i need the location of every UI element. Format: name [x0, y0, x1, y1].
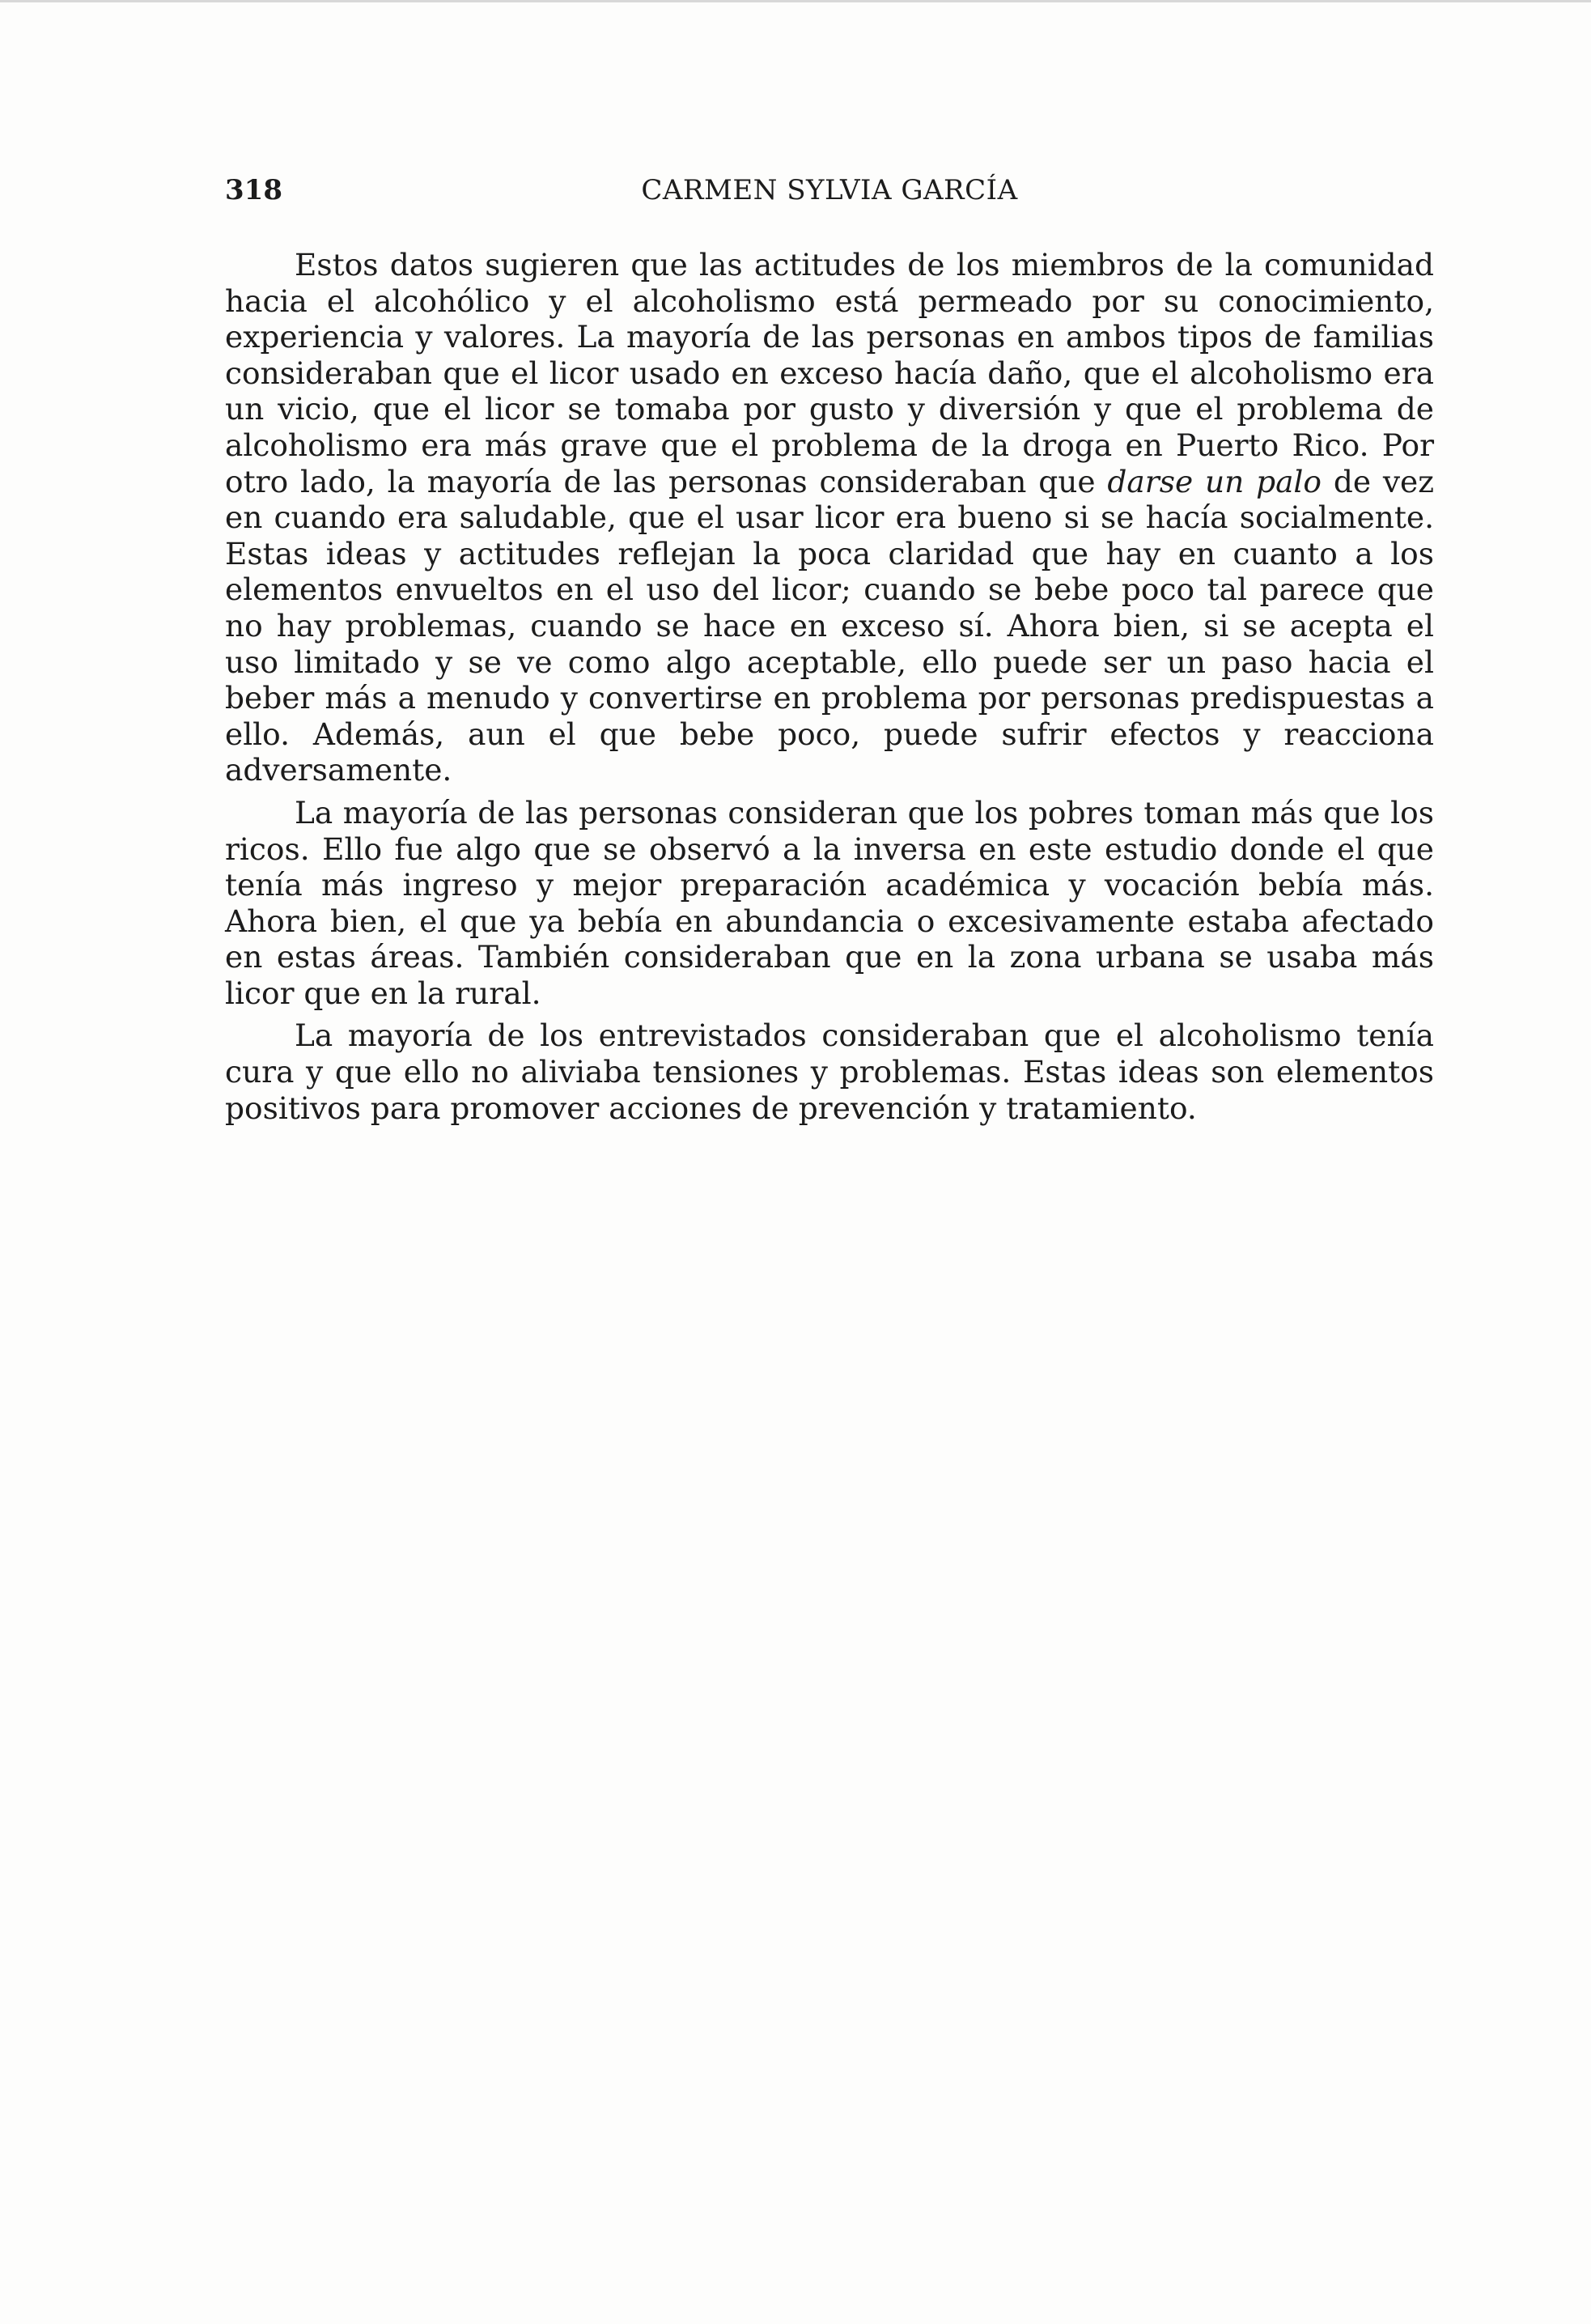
page-number: 318 — [225, 174, 282, 206]
paragraph-1-emphasis: darse un palo — [1107, 463, 1322, 499]
paragraph-1 — [225, 247, 1434, 788]
paragraph-3: La mayoría de los entrevistados consideraban que el alcoholismo tenía cura y que ello no aliviaba tensiones y problemas. Estas ideas son elementos positivos para promover acciones de prevención y tratamiento. — [225, 1018, 1434, 1126]
running-title: CARMEN SYLVIA GARCÍA — [641, 174, 1018, 206]
body-text — [225, 247, 1434, 1132]
paragraph-2: La mayoría de las personas consideran que los pobres toman más que los ricos. Ello fue algo que se observó a la inversa en este estudio donde el que tenía más ingreso y mejor preparación académica y vocación bebía más. Ahora bien, el que ya bebía en abundancia o excesivamente estaba afectado en estas áreas. También consideraban que en la zona urbana se usaba más licor que en la rural. — [225, 794, 1434, 1011]
paragraph-1-text-after-emphasis: de vez en cuando era saludable, que el usar licor era bueno si se hacía socialmente. Estas ideas y actitudes reflejan la poca claridad que hay en cuanto a los elementos envueltos en el uso del licor; cuando se bebe poco tal parece que no hay problemas, cuando se hace en exceso sí. Ahora bien, si se acepta el uso limitado y se ve como algo aceptable, ello puede ser un paso hacia el beber más a menudo y convertirse en problema por personas predispuestas a ello. Además, aun el que bebe poco, puede sufrir efectos y reacciona adversamente. — [225, 463, 1434, 788]
paragraph-1-text-before-emphasis: Estos datos sugieren que las actitudes de los miembros de la comunidad hacia el alcohólico y el alcoholismo está permeado por su conocimiento, experiencia y valores. La mayoría de las personas en ambos tipos de familias consideraban que el licor usado en exceso hacía daño, que el alcoholismo era un vicio, que el licor se tomaba por gusto y diversión y que el problema de alcoholismo era más grave que el problema de la droga en Puerto Rico. Por otro lado, la mayoría de las personas consideraban que — [225, 247, 1434, 499]
running-head — [225, 174, 1434, 216]
